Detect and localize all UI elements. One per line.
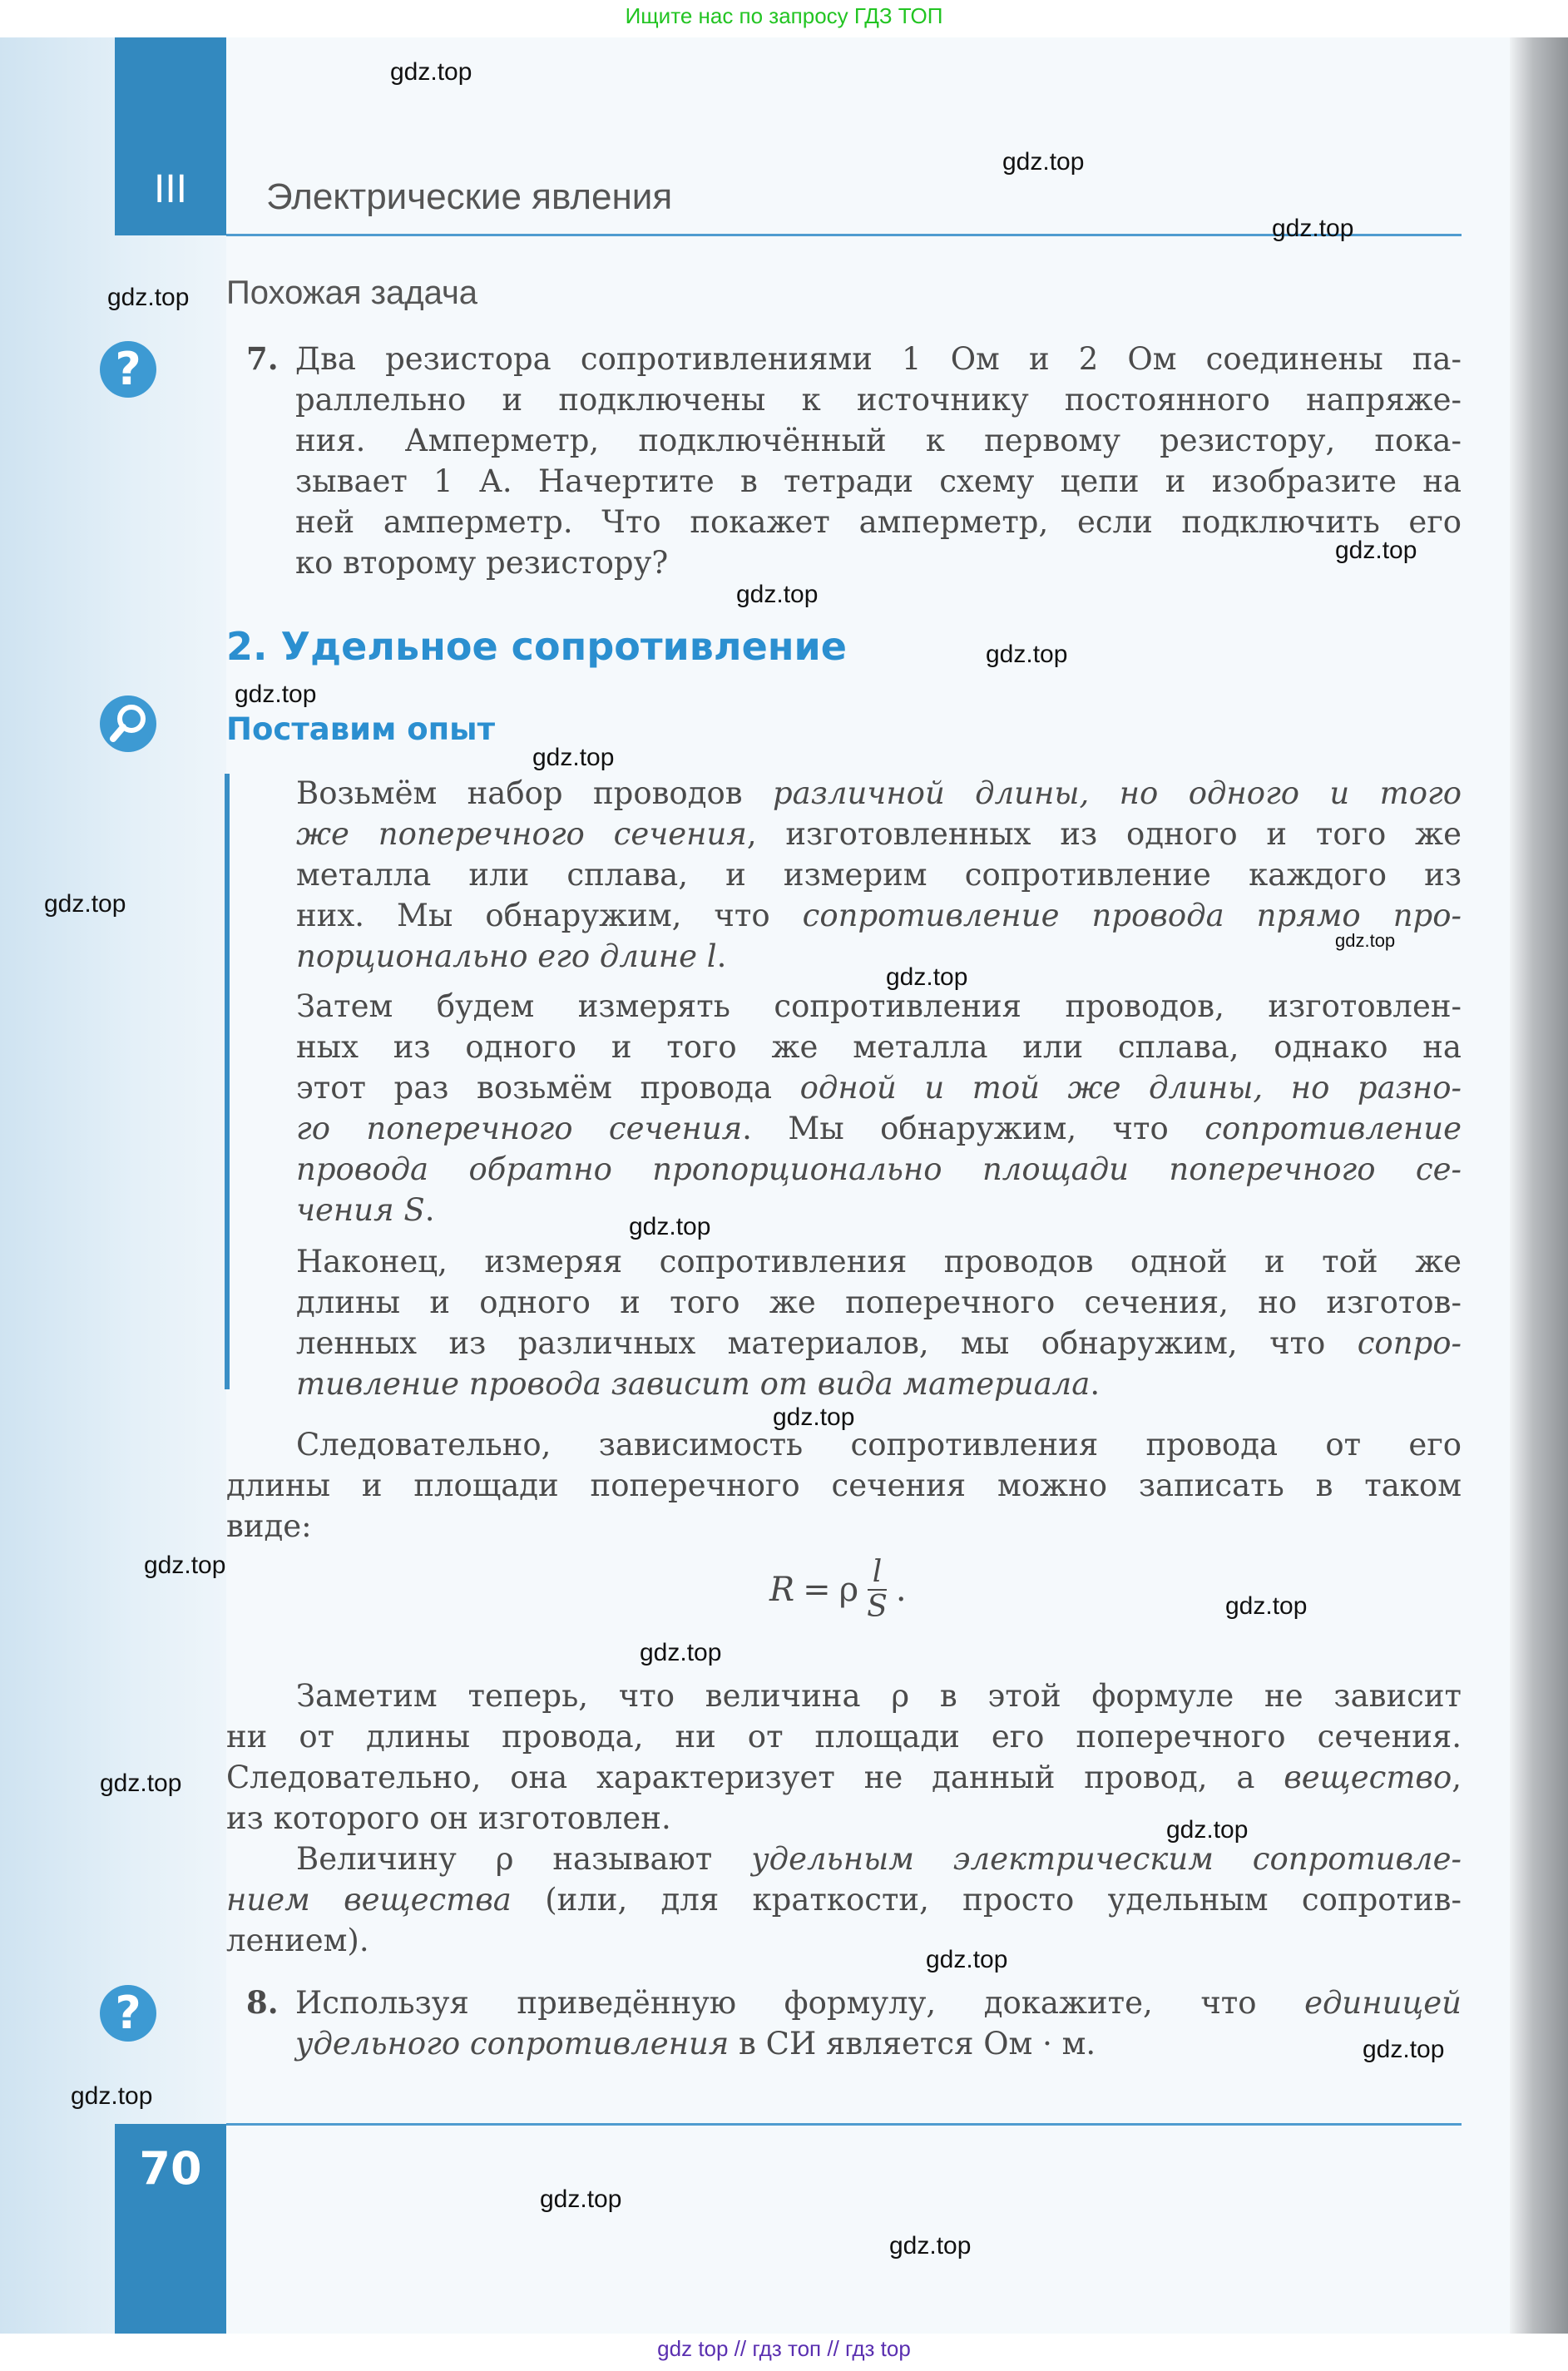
text-segment: ни от длины провода, ни от площади его поперечного сечения.	[226, 1719, 1462, 1755]
watermark: gdz.top	[390, 58, 472, 86]
text-line	[296, 773, 1462, 814]
watermark: gdz.top	[926, 1946, 1008, 1973]
watermark: gdz.top	[144, 1552, 226, 1579]
text-segment: ко второму резистору?	[295, 545, 669, 581]
italic-text: же поперечного сечения	[296, 816, 747, 852]
italic-text: сопротивление провода прямо про-	[802, 898, 1462, 933]
text-segment: этот раз возьмём провода	[296, 1070, 800, 1106]
text-line	[296, 1364, 1462, 1404]
experiment-bar	[225, 774, 230, 1389]
formula-rho: ρ	[838, 1571, 859, 1609]
text-line	[296, 1190, 1462, 1230]
text-segment: из которого он изготовлен.	[226, 1800, 671, 1836]
watermark: gdz.top	[107, 284, 190, 311]
italic-text: вещество	[1284, 1760, 1452, 1795]
formula-lhs: R	[769, 1571, 795, 1609]
page-edge-shadow	[1510, 37, 1568, 2334]
text-segment: , изготовленных из одного и того же	[746, 816, 1462, 852]
italic-text: одной и той же длины, но разно-	[799, 1070, 1462, 1106]
text-segment: Используя приведённую формулу, докажите, что	[295, 1985, 1305, 2021]
paragraph	[226, 1676, 1462, 1839]
text-line	[296, 1027, 1462, 1067]
text-segment: виде:	[226, 1508, 312, 1544]
text-line	[226, 1798, 1462, 1839]
text-line	[296, 986, 1462, 1027]
watermark: gdz.top	[773, 1403, 855, 1431]
text-line	[296, 1067, 1462, 1108]
watermark: gdz.top	[886, 963, 968, 991]
watermark: gdz.top	[986, 641, 1068, 668]
italic-text: удельным электрическим сопротивле-	[751, 1841, 1462, 1877]
formula-fraction	[867, 1556, 888, 1624]
italic-text: тивление провода зависит от вида материала	[296, 1366, 1091, 1402]
similar-task-label: Похожая задача	[226, 275, 478, 311]
chapter-number: III	[153, 167, 187, 211]
watermark: gdz.top	[736, 581, 819, 608]
text-segment: .	[424, 1192, 435, 1228]
task-8-text	[295, 1982, 1462, 2064]
watermark: gdz.top	[71, 2082, 153, 2110]
watermark: gdz.top	[44, 890, 126, 918]
question-icon: ?	[100, 341, 156, 398]
experiment-subheading: Поставим опыт	[226, 711, 496, 747]
text-line	[226, 1506, 1462, 1547]
watermark: gdz.top	[1335, 930, 1396, 951]
text-segment: Заметим теперь, что величина ρ в этой формуле не зависит	[296, 1678, 1462, 1714]
text-line	[295, 339, 1462, 379]
text-line	[226, 1676, 1462, 1716]
text-line	[295, 502, 1462, 542]
section-heading: 2. Удельное сопротивление	[226, 624, 847, 669]
text-segment: ,	[1452, 1760, 1462, 1795]
text-line	[296, 1149, 1462, 1190]
page-number: 70	[139, 2142, 202, 2195]
text-segment: Возьмём набор проводов	[296, 775, 773, 811]
text-line	[226, 1879, 1462, 1920]
watermark: gdz.top	[100, 1770, 182, 1797]
text-segment: в СИ является Ом · м.	[729, 2026, 1096, 2062]
text-line	[296, 1241, 1462, 1282]
magnifier-icon	[100, 695, 156, 752]
paragraph	[296, 1241, 1462, 1404]
italic-text: порционально его длине l	[296, 938, 717, 974]
watermark: gdz.top	[889, 2232, 972, 2260]
task-number: 8.	[246, 1984, 279, 2021]
text-segment: металла или сплава, и измерим сопротивление каждого из	[296, 857, 1462, 893]
italic-text: удельного сопротивления	[295, 2026, 730, 2062]
italic-text: нием вещества	[226, 1882, 512, 1918]
text-line	[226, 1757, 1462, 1798]
text-line	[226, 1716, 1462, 1757]
watermark: gdz.top	[1225, 1592, 1308, 1620]
text-line	[296, 1323, 1462, 1364]
italic-text: провода обратно пропорционально площади поперечного се-	[296, 1151, 1462, 1187]
italic-text: различной длины, но одного и того	[772, 775, 1462, 811]
text-segment: Наконец, измеряя сопротивления проводов одной и той же	[296, 1244, 1462, 1280]
text-segment: зывает 1 А. Начертите в тетради схему цепи и изобразите на	[295, 463, 1462, 499]
paragraph	[296, 986, 1462, 1230]
watermark: gdz.top	[1002, 148, 1085, 176]
text-segment: ней амперметр. Что покажет амперметр, если подключить его	[295, 504, 1462, 540]
watermark: gdz.top	[540, 2185, 622, 2213]
watermark: gdz.top	[235, 681, 317, 708]
task-7-text	[295, 339, 1462, 583]
text-segment: ленных из различных материалов, мы обнаружим, что	[296, 1325, 1358, 1361]
watermark: gdz.top	[1272, 215, 1354, 242]
text-segment: раллельно и подключены к источнику постоянного напряже-	[295, 382, 1462, 418]
text-line	[296, 854, 1462, 895]
footer-links[interactable]: gdz top // гдз топ // гдз top	[657, 2336, 911, 2361]
text-segment: (или, для краткости, просто удельным сопротив-	[511, 1882, 1462, 1918]
text-line	[296, 895, 1462, 936]
text-segment: них. Мы обнаружим, что	[296, 898, 803, 933]
text-line	[296, 1282, 1462, 1323]
text-segment: .	[716, 938, 727, 974]
chapter-title: Электрические явления	[266, 176, 673, 217]
watermark: gdz.top	[629, 1213, 711, 1240]
italic-text: единицей	[1304, 1985, 1462, 2021]
paragraph	[226, 1424, 1462, 1547]
text-segment: длины и одного и того же поперечного сечения, но изготов-	[296, 1284, 1462, 1320]
italic-text: го поперечного сечения	[296, 1111, 743, 1146]
task-number: 7.	[246, 340, 279, 377]
resistance-formula	[769, 1556, 907, 1624]
text-line	[226, 1920, 1462, 1961]
formula-end: .	[895, 1571, 907, 1609]
text-segment: Два резистора сопротивлениями 1 Ом и 2 Ом соединены па-	[295, 341, 1462, 377]
formula-equals: =	[803, 1571, 831, 1609]
text-line	[295, 420, 1462, 461]
text-line	[295, 461, 1462, 502]
text-segment: Следовательно, зависимость сопротивления провода от его	[296, 1427, 1462, 1463]
paragraph	[226, 1839, 1462, 1961]
formula-denominator: S	[867, 1590, 888, 1624]
paragraph	[296, 773, 1462, 977]
text-line	[296, 814, 1462, 854]
text-segment: ных из одного и того же металла или сплава, однако на	[296, 1029, 1462, 1065]
watermark: gdz.top	[640, 1639, 722, 1666]
footer-divider	[226, 2123, 1462, 2126]
top-banner[interactable]: Ищите нас по запросу ГДЗ ТОП	[625, 3, 943, 28]
text-segment: лением).	[226, 1923, 369, 1958]
text-segment: ния. Амперметр, подключённый к первому резистору, пока-	[295, 423, 1462, 458]
text-line	[295, 1982, 1462, 2023]
watermark: gdz.top	[532, 744, 615, 771]
text-line	[295, 2023, 1462, 2064]
text-line	[296, 1108, 1462, 1149]
text-line	[295, 379, 1462, 420]
text-line	[296, 936, 1462, 977]
watermark: gdz.top	[1363, 2036, 1445, 2063]
text-segment: Затем будем измерять сопротивления проводов, изготовлен-	[296, 988, 1462, 1024]
question-icon: ?	[100, 1985, 156, 2042]
italic-text: чения S	[296, 1192, 425, 1228]
text-line	[226, 1465, 1462, 1506]
text-line	[226, 1839, 1462, 1879]
text-line	[295, 542, 1462, 583]
text-segment: .	[1090, 1366, 1101, 1402]
text-segment: длины и площади поперечного сечения можно записать в таком	[226, 1468, 1462, 1503]
formula-numerator: l	[868, 1556, 888, 1591]
watermark: gdz.top	[1166, 1816, 1249, 1844]
text-segment: Величину ρ называют	[296, 1841, 752, 1877]
italic-text: сопро-	[1357, 1325, 1462, 1361]
text-segment: . Мы обнаружим, что	[742, 1111, 1205, 1146]
italic-text: сопротивление	[1204, 1111, 1462, 1146]
text-segment: Следовательно, она характеризует не данный провод, а	[226, 1760, 1284, 1795]
watermark: gdz.top	[1335, 537, 1417, 564]
